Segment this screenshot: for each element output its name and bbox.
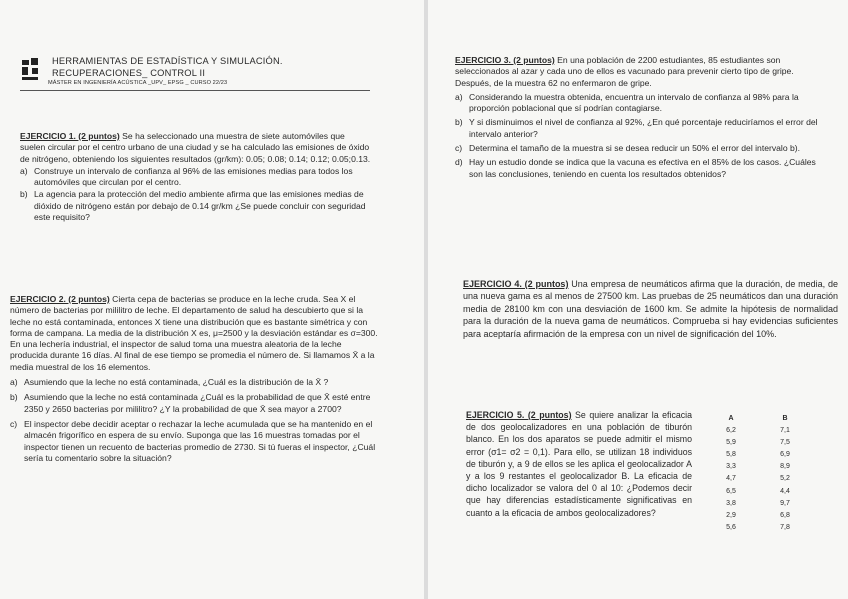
item-label: a) [20,165,28,176]
table-cell: 4,4 [780,487,790,495]
table-row [704,497,812,509]
exercise-3-item [455,92,825,115]
item-label: d) [455,157,463,168]
exercise-1-item [20,166,372,189]
page-gutter [424,0,428,599]
course-title: HERRAMIENTAS DE ESTADÍSTICA Y SIMULACIÓN. [52,56,283,66]
exercise-1-statement [20,131,372,165]
table-cell: 7,1 [780,426,790,434]
exercise-2 [10,294,378,464]
exercise-4-statement [463,278,838,340]
table-cell: 2,9 [726,511,736,519]
exercise-5-text: Se quiere analizar la eficacia de dos geolocalizadores en una población de tiburón blanco. En los dos aparatos se puede admitir el mismo error (σ1= σ2 = 0,1). Para ello, se utilizan 18 individuos de tiburón y, a 9 de ellos se les aplica el geolocalizador A y a los 9 restantes el geolocalizador B. La eficacia de dicho localizador se valora del 0 al 10: ¿Podemos decir que hay diferencias estadísticamente significativas en cuanto a la eficacia de ambos geolocalizadores? [466,410,692,518]
exercise-5-statement [466,409,692,519]
master-line: MÁSTER EN INGENIERÍA ACÚSTICA _UPV_ EPSG _ CURSO 22/23 [48,80,228,86]
item-label: b) [20,189,28,200]
exercise-1-text: Se ha seleccionado una muestra de siete automóviles que suelen circular por el centro urbano de una ciudad y se ha calculado las emisiones de óxido de nitrógeno, obteniendo los siguientes resultados (gr/km): 0.05; 0.08; 0.14; 0.12; 0.05;0.13. [20,131,371,164]
university-logo-icon [20,58,40,84]
table-cell: 6,9 [780,450,790,458]
table-cell: 6,5 [726,487,736,495]
header-divider [20,90,370,91]
table-row [704,485,812,497]
table-cell: 3,8 [726,499,736,507]
item-label: a) [455,91,463,102]
exercise-2-title: EJERCICIO 2. (2 puntos) [10,294,110,304]
table-cell: 6,8 [780,511,790,519]
table-cell: 8,9 [780,463,790,471]
item-label: c) [10,418,18,429]
exercise-3-statement [455,55,825,89]
table-cell: 5,6 [726,524,736,532]
exercise-2-item [10,377,378,388]
exercise-3-item [455,143,825,154]
item-text: Asumiendo que la leche no está contaminada ¿Cuál es la probabilidad de que X̄ esté entre 2350 y 2650 bacterias por mililitro? ¿Y la probabilidad de que X̄ sea mayor a 2700? [24,392,371,414]
exercise-3-title: EJERCICIO 3. (2 puntos) [455,55,555,65]
item-text: Determina el tamaño de la muestra si se desea reducir un 50% el error del intervalo b). [469,143,801,154]
table-row [704,473,812,485]
exercise-2-item [10,419,378,464]
item-text: El inspector debe decidir aceptar o rechazar la leche acumulada que se ha mantenido en el almacén frigorífico en espera de su envío. Suponga que las 16 muestras tomadas por el inspector tienen un recuento de bacterias promedio de 2730. Si tú fueras el inspector, ¿Cuál sería tu comentario sobre la situación? [24,418,376,463]
exercise-3 [455,55,825,180]
item-text: Hay un estudio donde se indica que la vacuna es efectiva en el 85% de los casos. ¿Cuáles son las conclusiones, teniendo en cuenta los resultados obtenidos? [469,157,816,179]
table-cell: 3,3 [726,463,736,471]
exercise-4 [463,278,838,340]
table-row [704,509,812,521]
exercise-5 [466,409,692,519]
item-text: La agencia para la protección del medio ambiente afirma que las emisiones medias de dióxido de nitrógeno están por debajo de 0.14 gr/km ¿Se puede concluir con seguridad este requisito? [34,189,366,223]
exercise-4-text: Una empresa de neumáticos afirma que la duración, de media, de una nueva gama es al menos de 27500 km. Las pruebas de 25 neumáticos dan una duración media de 28100 km con una desviación de 1600 km. Se admite la hipótesis de normalidad para la duración de la nueva gama de neumáticos. Comprueba si hay evidencias suficientes para aceptaría afirmación de la empresa con un nivel de significación del 10%. [463,279,839,339]
table-row [704,424,812,436]
exercise-2-statement [10,294,378,373]
table-row [704,436,812,448]
table-cell: 5,8 [726,450,736,458]
exam-subtitle: RECUPERACIONES_ CONTROL II [52,68,206,78]
exercise-3-item [455,117,825,140]
table-cell: 5,9 [726,438,736,446]
item-text: Construye un intervalo de confianza al 96% de las emisiones medias para todos los automóviles que circulan por el centro. [34,165,353,188]
table-cell: 7,8 [780,524,790,532]
table-cell: 9,7 [780,499,790,507]
table-cell: 4,7 [726,475,736,483]
item-label: b) [455,117,463,128]
item-label: b) [10,392,18,403]
table-cell: 7,5 [780,438,790,446]
table-row [704,448,812,460]
exercise-3-item [455,157,825,180]
table-row [704,522,812,534]
table-cell: 5,2 [780,475,790,483]
table-header-row [704,413,812,424]
exercise-2-text: Cierta cepa de bacterias se produce en la leche cruda. Sea X el número de bacterias por mililitro de leche. El departamento de salud ha descubierto que si la leche no está contaminada, entonces X tiene una distribución que es bastante simétrica y con forma de campana. La media de la distribución X es, μ=2500 y la desviación estándar es σ=300. En una lechería industrial, el inspector de salud toma una muestra aleatoria de la leche producida durante 16 días. Al final de ese tiempo se promedia el número de. Si llamamos X̄ a la media muestral de los 16 elementos. [10,294,378,372]
exercise-5-title: EJERCICIO 5. (2 puntos) [466,410,572,420]
table-row [704,461,812,473]
table-cell: 6,2 [726,426,736,434]
item-text: Considerando la muestra obtenida, encuentra un intervalo de confianza al 98% para la proporción poblacional que sí podrían contagiarse. [469,91,799,114]
column-header-b: B [782,415,788,422]
exercise-1 [20,131,372,223]
exercise-2-item [10,392,378,415]
efficacy-table [704,413,812,534]
exercise-3-text: En una población de 2200 estudiantes, 85 estudiantes son seleccionados al azar y cada uno de ellos es vacunado para prevenir cierto tipo de gripe. Después, de la muestra 62 no enfermaron de gripe. [455,55,794,88]
item-label: c) [455,143,463,154]
column-header-a: A [728,415,734,422]
exercise-4-title: EJERCICIO 4. (2 puntos) [463,279,569,289]
item-label: a) [10,377,18,388]
exercise-1-item [20,189,372,223]
item-text: Asumiendo que la leche no está contaminada, ¿Cuál es la distribución de la X̄ ? [24,377,329,388]
exercise-1-title: EJERCICIO 1. (2 puntos) [20,131,120,141]
item-text: Y si disminuimos el nivel de confianza al 92%, ¿En qué porcentaje reduciríamos el error del intervalo anterior? [469,117,818,139]
